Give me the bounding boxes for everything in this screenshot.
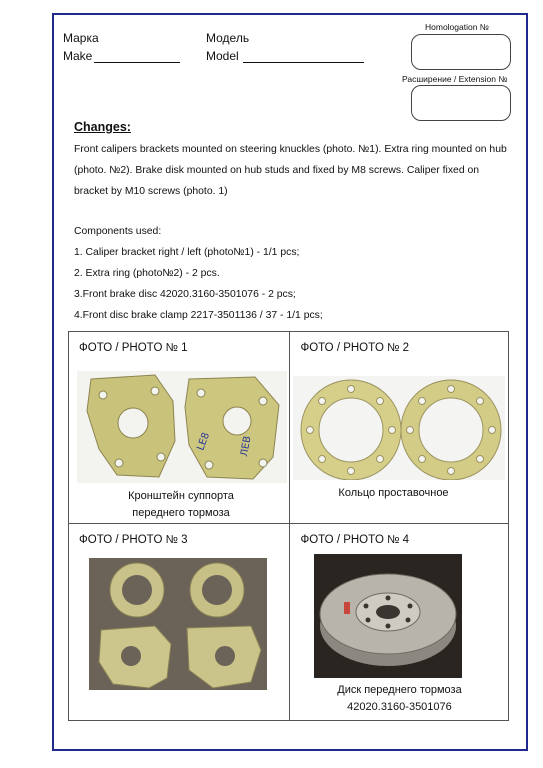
model-label: Model (206, 49, 239, 63)
photo-table (68, 331, 509, 721)
photo-3-image (89, 558, 267, 690)
component-item: 4.Front disc brake clamp 2217-3501136 / 37 - 1/1 pcs; (74, 310, 323, 321)
photo-2-caption: Кольцо проставочное (338, 487, 449, 499)
photo-4-caption-line1: Диск переднего тормоза (337, 684, 462, 696)
component-item: 3.Front brake disc 42020.3160-3501076 - 2 pcs; (74, 289, 296, 300)
photo-cell-2 (290, 332, 509, 524)
photo-1-image (77, 371, 287, 483)
photo-3-title: ФОТО / PHOTO № 3 (79, 534, 188, 546)
photo-1-title: ФОТО / PHOTO № 1 (79, 342, 188, 354)
model-ru-label: Модель (206, 31, 250, 45)
components-title: Components used: (74, 226, 162, 237)
photo-cell-1 (69, 332, 290, 524)
changes-text: Front calipers brackets mounted on steering knuckles (photo. №1). Extra ring mounted on hub (photo. №2). Brake disk mounted on hub studs and fixed by M8 screws. Caliper fixed on bracket by M10 screws (photo. 1) (74, 144, 507, 197)
extension-box[interactable] (411, 85, 511, 121)
photo-cell-4 (290, 524, 509, 721)
component-item: 1. Caliper bracket right / left (photo№1) - 1/1 pcs; (74, 247, 300, 258)
photo-4-caption-line2: 42020.3160-3501076 (347, 701, 452, 713)
changes-title: Changes: (74, 120, 131, 134)
photo-4-title: ФОТО / PHOTO № 4 (300, 534, 410, 546)
make-label: Make (63, 49, 93, 63)
homologation-label: Homologation № (425, 22, 489, 32)
bracket-mark-2: ЛЕВ (239, 435, 254, 458)
marka-label: Марка (63, 31, 99, 45)
extension-label: Расширение / Extension № (402, 74, 508, 84)
component-item: 2. Extra ring (photo№2) - 2 pcs. (74, 268, 220, 279)
photo-1-caption-line1: Кронштейн суппорта (128, 490, 234, 502)
make-field-line[interactable] (94, 62, 180, 63)
photo-1-caption-line2: переднего тормоза (132, 507, 230, 519)
photo-cell-3 (69, 524, 290, 721)
model-field-line[interactable] (243, 62, 364, 63)
photo-2-title: ФОТО / PHOTO № 2 (300, 342, 410, 354)
photo-2-image (293, 376, 505, 480)
bracket-mark-1: LE8 (195, 431, 213, 453)
homologation-box[interactable] (411, 34, 511, 70)
photo-4-image (314, 554, 462, 678)
